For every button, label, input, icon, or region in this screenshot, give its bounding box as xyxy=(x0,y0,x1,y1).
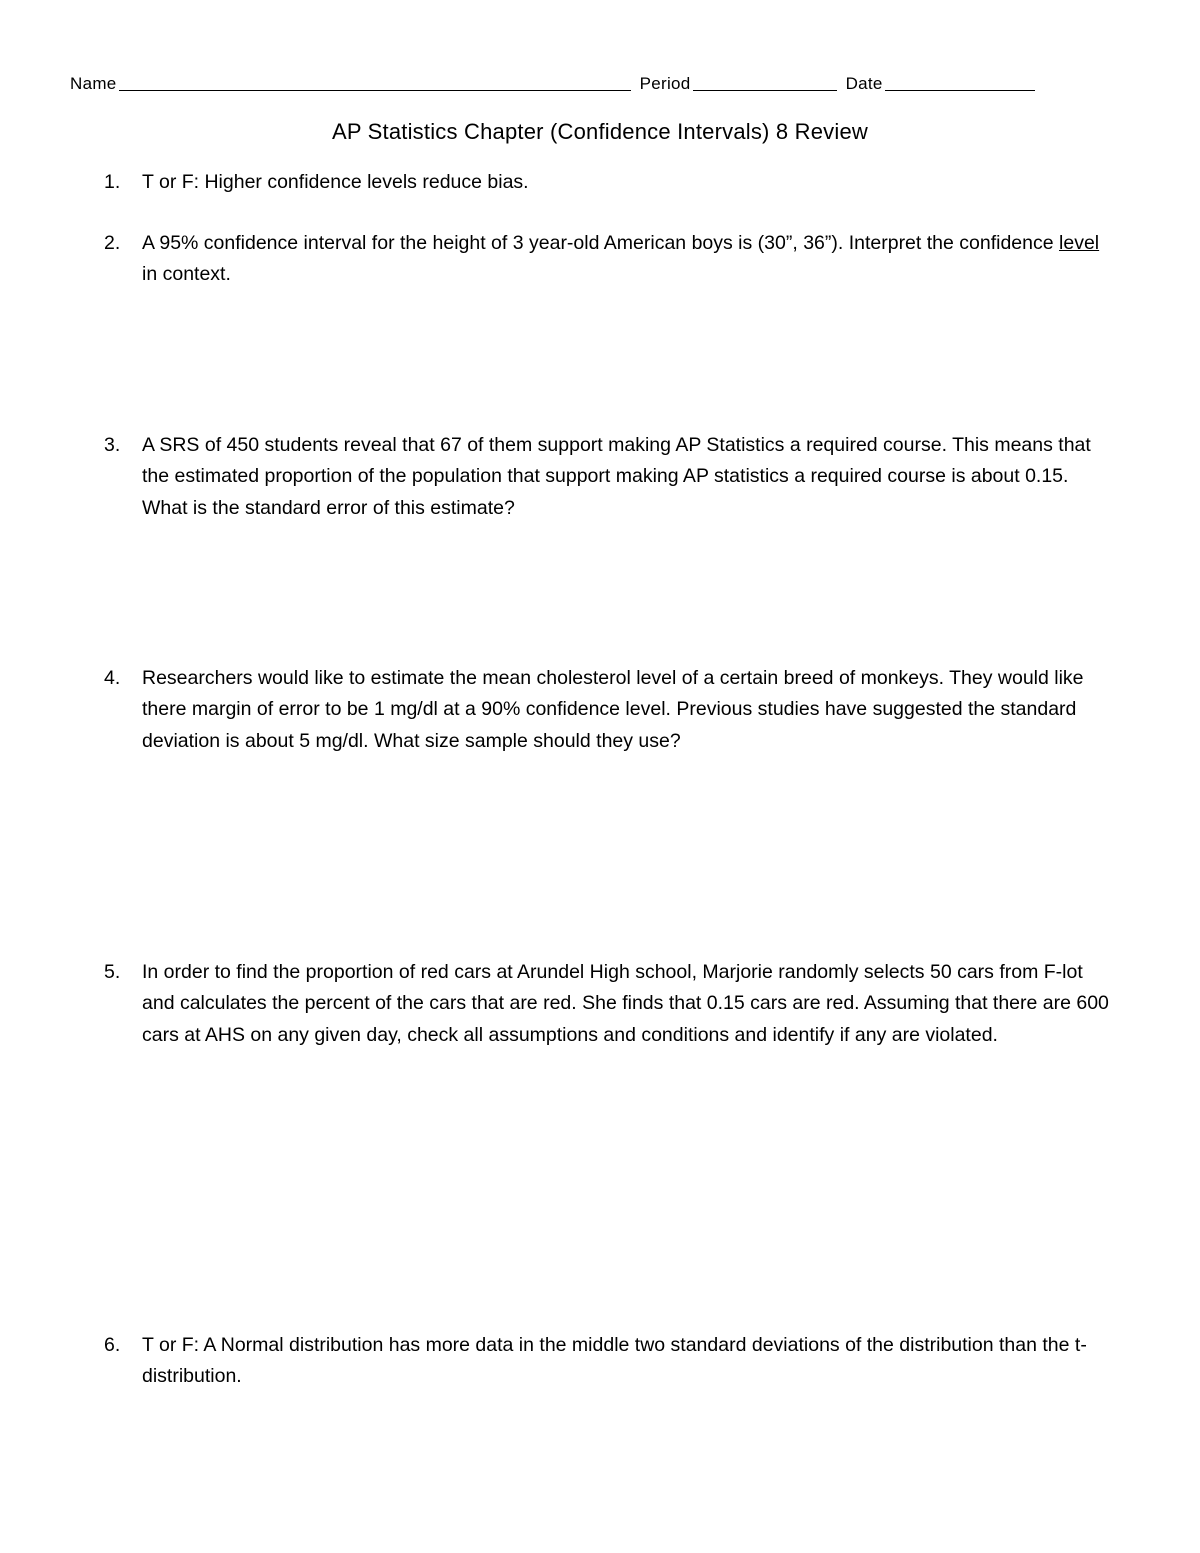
question-text: A SRS of 450 students reveal that 67 of them support making AP Statistics a required course. This means that the estimated proportion of the population that support making AP statistics a required course is about 0.15. What is the standard error of this estimate? xyxy=(142,434,1091,519)
question-number: 4. xyxy=(104,667,121,689)
underlined-word: level xyxy=(1059,232,1100,254)
question-1 xyxy=(104,167,1114,198)
date-blank[interactable] xyxy=(885,74,1035,91)
question-3 xyxy=(104,430,1114,524)
question-5 xyxy=(104,957,1114,1051)
question-number: 1. xyxy=(104,171,121,193)
question-number: 6. xyxy=(104,1334,121,1356)
page-title: AP Statistics Chapter (Confidence Intervals) 8 Review xyxy=(332,119,868,144)
period-blank[interactable] xyxy=(693,74,837,91)
question-2 xyxy=(104,228,1114,291)
question-number: 3. xyxy=(104,434,121,456)
date-label: Date xyxy=(845,74,883,93)
question-text xyxy=(142,228,1114,291)
question-text: T or F: Higher confidence levels reduce bias. xyxy=(142,171,529,193)
period-label: Period xyxy=(639,74,691,93)
question-6 xyxy=(104,1330,1114,1393)
student-info-header xyxy=(70,74,1070,94)
name-blank[interactable] xyxy=(119,74,631,91)
question-text-part: in context. xyxy=(142,263,231,286)
question-number: 2. xyxy=(104,232,121,254)
question-text: In order to find the proportion of red cars at Arundel High school, Marjorie randomly selects 50 cars from F-lot and calculates the percent of the cars that are red. She finds that 0.15 cars are red. Assuming that there are 600 cars at AHS on any given day, check all assumptions and conditions and identify if any are violated. xyxy=(142,961,1109,1046)
question-text: Researchers would like to estimate the mean cholesterol level of a certain breed of monkeys. They would like there margin of error to be 1 mg/dl at a 90% confidence level. Previous studies have suggested the standard deviation is about 5 mg/dl. What size sample should they use? xyxy=(142,667,1084,752)
question-text: T or F: A Normal distribution has more data in the middle two standard deviations of the distribution than the t-distribution. xyxy=(142,1334,1087,1388)
name-label: Name xyxy=(70,74,117,93)
question-4 xyxy=(104,663,1114,757)
question-number: 5. xyxy=(104,961,121,983)
question-text-part: A 95% confidence interval for the height of 3 year-old American boys is (30”, 36”). Interpret the confidence xyxy=(142,232,1060,254)
